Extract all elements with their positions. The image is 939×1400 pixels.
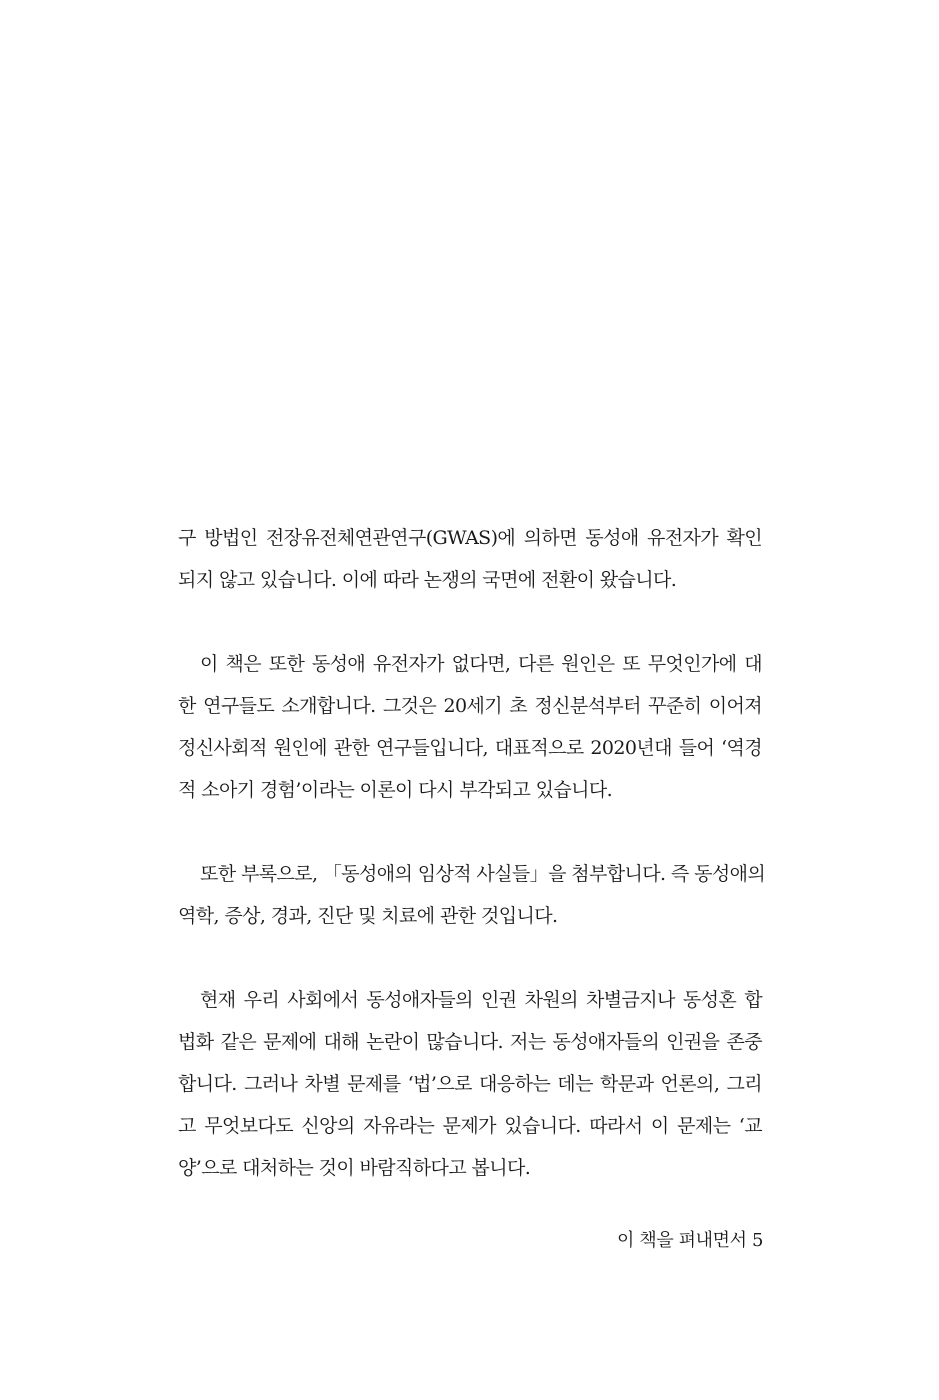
page-number: 5 <box>751 1230 763 1251</box>
text-line: 한 연구들도 소개합니다. 그것은 20세기 초 정신분석부터 꾸준히 이어져 <box>178 695 762 717</box>
text-line: 역학, 증상, 경과, 진단 및 치료에 관한 것입니다. <box>178 905 558 927</box>
running-title: 이 책을 펴내면서 <box>617 1230 747 1251</box>
page-footer <box>617 1226 763 1256</box>
text-line: 정신사회적 원인에 관한 연구들입니다, 대표적으로 2020년대 들어 ‘역경 <box>178 737 762 759</box>
text-line: 이 책은 또한 동성애 유전자가 없다면, 다른 원인은 또 무엇인가에 대 <box>200 653 762 675</box>
text-line: 구 방법인 전장유전체연관연구(GWAS)에 의하면 동성애 유전자가 확인 <box>178 527 762 549</box>
text-line: 현재 우리 사회에서 동성애자들의 인권 차원의 차별금지나 동성혼 합 <box>200 989 762 1011</box>
text-line: 합니다. 그러나 차별 문제를 ‘법’으로 대응하는 데는 학문과 언론의, 그리 <box>178 1073 762 1095</box>
paragraph-1 <box>178 517 762 601</box>
text-line: 적 소아기 경험’이라는 이론이 다시 부각되고 있습니다. <box>178 779 613 801</box>
text-line: 법화 같은 문제에 대해 논란이 많습니다. 저는 동성애자들의 인권을 존중 <box>178 1031 762 1053</box>
text-line: 또한 부록으로, 「동성애의 임상적 사실들」을 첨부합니다. 즉 동성애의 <box>200 863 766 885</box>
text-line: 되지 않고 있습니다. 이에 따라 논쟁의 국면에 전환이 왔습니다. <box>178 569 677 591</box>
text-line: 고 무엇보다도 신앙의 자유라는 문제가 있습니다. 따라서 이 문제는 ‘교 <box>178 1115 762 1137</box>
paragraph-3 <box>178 853 766 937</box>
text-line: 양’으로 대처하는 것이 바람직하다고 봅니다. <box>178 1157 531 1179</box>
body-text <box>178 517 766 1231</box>
paragraph-2 <box>178 643 762 811</box>
paragraph-4 <box>178 979 762 1189</box>
